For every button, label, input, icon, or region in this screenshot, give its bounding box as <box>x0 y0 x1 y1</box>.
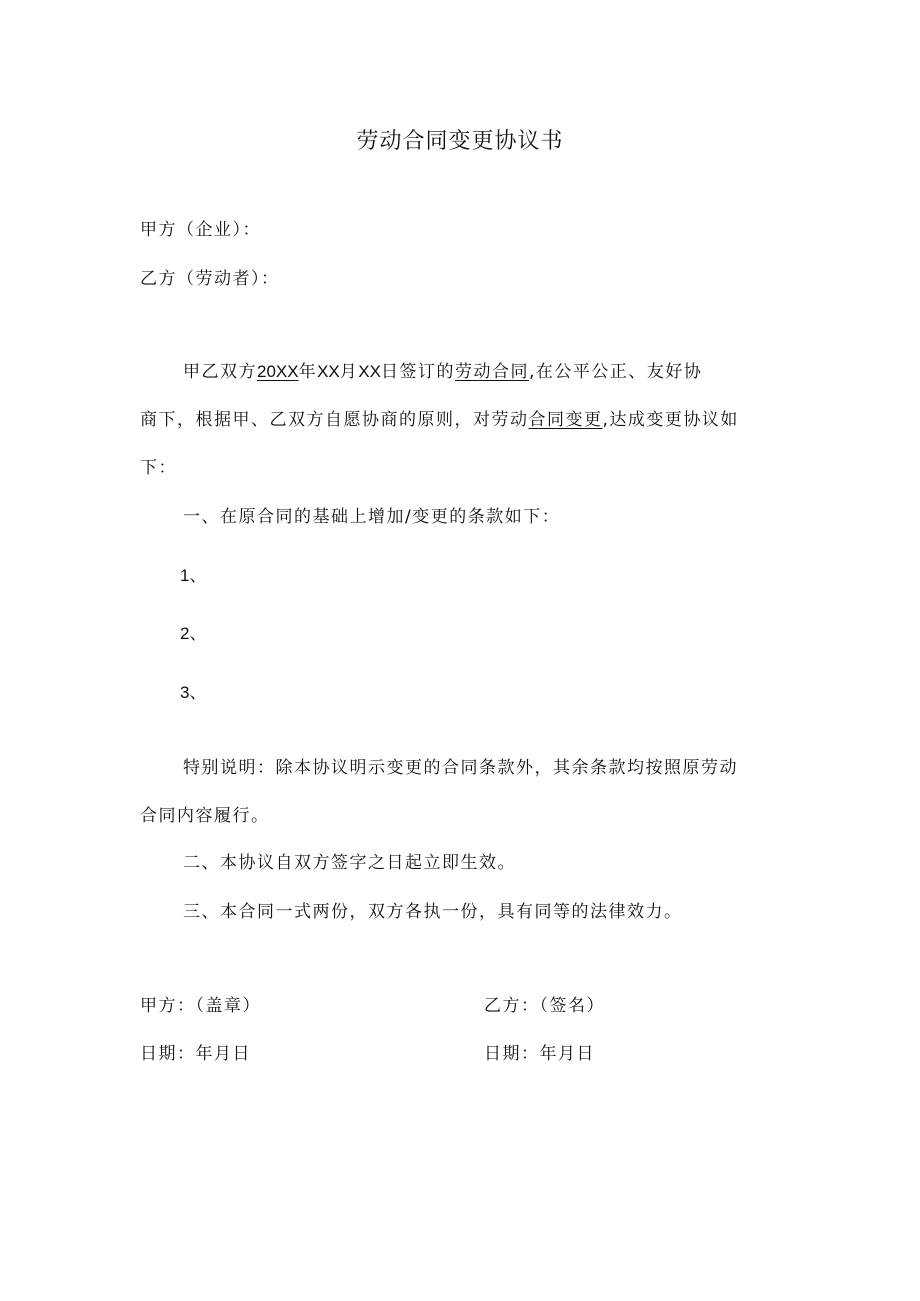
party-b-date: 日期：年月日 <box>484 1044 595 1064</box>
intro-text: 日签订的 <box>380 362 455 382</box>
intro-line-3: 下： <box>140 458 177 478</box>
list-item-3: 3、 <box>180 683 207 702</box>
clause-1: 一、在原合同的基础上增加/变更的条款如下： <box>183 507 561 527</box>
list-item-1: 1、 <box>180 566 207 585</box>
labor-contract-link[interactable]: 劳动合同 <box>454 362 529 382</box>
party-b-signature: 乙方：（签名） <box>484 996 605 1016</box>
intro-text: 月 <box>339 362 359 382</box>
special-note-line-1: 特别说明：除本协议明示变更的合同条款外，其余条款均按照原劳动 <box>183 758 738 778</box>
intro-year: 20XX <box>257 362 299 381</box>
party-b-label: 乙方（劳动者）： <box>140 269 280 289</box>
intro-text: ,达成变更协议如 <box>602 410 739 430</box>
party-a-signature: 甲方：（盖章） <box>140 996 261 1016</box>
intro-text: 年 <box>298 362 318 382</box>
intro-line-1 <box>183 360 702 384</box>
intro-day: XX <box>358 362 381 381</box>
special-note-line-2: 合同内容履行。 <box>140 806 270 826</box>
intro-text: 甲乙双方 <box>183 362 257 382</box>
intro-text: ,在公平公正、友好协 <box>528 362 703 382</box>
list-item-2: 2、 <box>180 624 207 643</box>
party-a-label: 甲方（企业）： <box>140 220 261 240</box>
party-a-date: 日期：年月日 <box>140 1044 251 1064</box>
intro-line-2 <box>140 408 739 432</box>
intro-month: XX <box>317 362 340 381</box>
document-title: 劳动合同变更协议书 <box>356 129 564 154</box>
clause-3: 三、本合同一式两份，双方各执一份，具有同等的法律效力。 <box>183 902 683 922</box>
contract-change-link[interactable]: 合同变更 <box>528 410 603 430</box>
clause-2: 二、本协议自双方签字之日起立即生效。 <box>183 853 516 873</box>
intro-text: 商下，根据甲、乙双方自愿协商的原则，对劳动 <box>140 410 529 430</box>
